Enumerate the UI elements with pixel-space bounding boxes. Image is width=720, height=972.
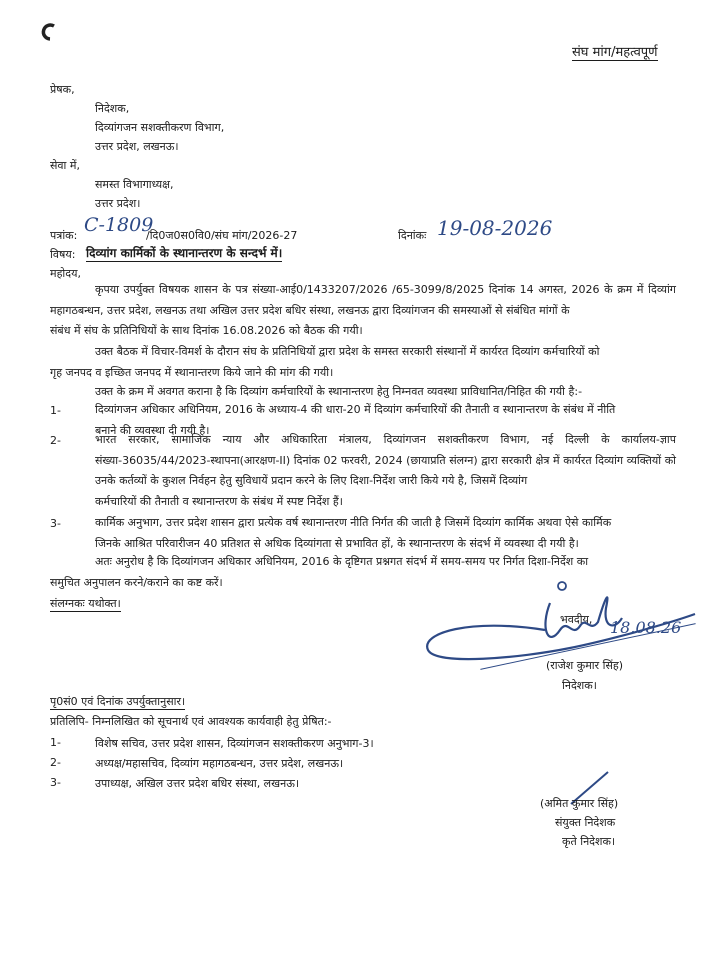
copy-item: विशेष सचिव, उत्तर प्रदेश शासन, दिव्यांगजन सशक्तीकरण अनुभाग-3। [95, 737, 374, 750]
recipient-label: सेवा में, [50, 159, 80, 172]
copy-item-number: 2- [50, 756, 61, 769]
paragraph-1-text: कृपया उपर्युक्त विषयक शासन के पत्र संख्या-आई0/1433207/2026 /65-3099/8/2025 दिनांक 14 अगस्त, 2026 के क्रम में दिव्यांग महागठबन्धन, उत्तर प्रदेश, लखनऊ तथा अखिल उत्तर प्रदेश बधिर संस्था, लखनऊ द्वारा दिव्यांगजन की समस्याओं से संबंधित मांगों के [50, 283, 676, 317]
copy-item: अध्यक्ष/महासचिव, दिव्यांग महागठबन्धन, उत्तर प्रदेश, लखनऊ। [95, 757, 344, 770]
copy-item-number: 1- [50, 736, 61, 749]
point-number: 3- [50, 517, 61, 530]
paragraph-1 [50, 280, 676, 342]
paragraph-1-last: संबंध में संघ के प्रतिनिधियों के साथ दिनांक 16.08.2026 को बैठक की गयी। [50, 324, 363, 338]
point-1-last: बनाने की व्यवस्था दी गयी है। [95, 423, 210, 437]
punch-hole-mark [40, 22, 60, 45]
signatory-designation: निदेशक। [562, 679, 597, 692]
subject-label: विषय: [50, 248, 76, 261]
reference-code: /दि0ज0स0वि0/संघ मांग/2026-27 [146, 229, 298, 242]
subject-text: दिव्यांग कार्मिकों के स्थानान्तरण के सन्दर्भ में। [86, 246, 283, 260]
reference-label: पत्रांक: [50, 229, 78, 242]
sender-line: निदेशक, [95, 102, 130, 115]
copy-item-number: 3- [50, 776, 61, 789]
paragraph-2-text: उक्त बैठक में विचार-विमर्श के दौरान संघ के प्रतिनिधियों द्वारा प्रदेश के समस्त सरकारी संस्थानों में कार्यरत दिव्यांग कर्मचारियों को [95, 345, 600, 358]
point-number: 1- [50, 404, 61, 417]
point-1-text: दिव्यांगजन अधिकार अधिनियम, 2016 के अध्याय-4 की धारा-20 में दिव्यांग कर्मचारियों की तैनाती व स्थानान्तरण के संबंध में नीति [95, 403, 616, 416]
salutation: महोदय, [50, 267, 81, 280]
signature-date: 18.08.26 [610, 618, 682, 637]
reference-number-handwritten: C-1809 [84, 214, 154, 236]
sender-line: दिव्यांगजन सशक्तीकरण विभाग, [95, 121, 225, 134]
second-signatory-note: कृते निदेशक। [562, 835, 616, 848]
signatory-name: (राजेश कुमार सिंह) [546, 659, 624, 672]
copy-reference: पृ0सं0 एवं दिनांक उपर्युक्तानुसार। [50, 695, 186, 708]
date-label: दिनांकः [398, 229, 427, 242]
copy-intro: प्रतिलिपि- निम्नलिखित को सूचनार्थ एवं आवश्यक कार्यवाही हेतु प्रेषित:- [50, 715, 332, 728]
point-2-text: भारत सरकार, सामाजिक न्याय और अधिकारिता मंत्रालय, दिव्यांगजन सशक्तीकरण विभाग, नई दिल्ली के कार्यालय-ज्ञाप संख्या-36035/44/2023-स्थापना(आरक्षण-II) दिनांक 02 फरवरी, 2024 (छायाप्रति संलग्न) द्वारा सरकारी क्षेत्र में कार्यरत दिव्यांग व्यक्तियों को उनके कर्तव्यों के कुशल निर्वहन हेतु सुविधायें प्रदान करने के लिए दिशा-निर्देश जारी किये गये है, जिसमें दिव्यांग [95, 433, 676, 488]
signature-prefix: भवदीय, [560, 613, 593, 626]
point-number: 2- [50, 434, 61, 447]
recipient-line: समस्त विभागाध्यक्ष, [95, 178, 174, 191]
copy-item: उपाध्यक्ष, अखिल उत्तर प्रदेश बधिर संस्था, लखनऊ। [95, 777, 300, 790]
sender-label: प्रेषक, [50, 83, 75, 96]
point-3 [95, 513, 676, 554]
point-2 [95, 430, 676, 512]
document-category: संघ मांग/महत्वपूर्ण [572, 42, 658, 61]
second-signatory-designation: संयुक्त निदेशक [555, 816, 616, 829]
point-3-last: जिनके आश्रित परिवारीजन 40 प्रतिशत से अधिक दिव्यांगता से प्रभावित हों, के स्थानान्तरण के संदर्भ में व्यवस्था दी गयी है। [95, 536, 579, 550]
enclosure: संलग्नकः यथोक्त। [50, 597, 121, 610]
paragraph-3: उक्त के क्रम में अवगत कराना है कि दिव्यांग कर्मचारियों के स्थानान्तरण हेतु निम्नवत व्यवस्था प्राविधानित/निहित की गयी है:- [95, 385, 583, 398]
closing-last: समुचित अनुपालन करने/कराने का कष्ट करें। [50, 575, 223, 589]
second-signatory-name: (अमित कुमार सिंह) [540, 797, 619, 810]
paragraph-2-last: गृह जनपद व इच्छित जनपद में स्थानान्तरण किये जाने की मांग की गयी। [50, 365, 334, 379]
sender-line: उत्तर प्रदेश, लखनऊ। [95, 140, 179, 153]
date-handwritten: 19-08-2026 [437, 216, 553, 240]
paragraph-2 [50, 342, 676, 383]
point-2-last: कर्मचारियों की तैनाती व स्थानान्तरण के संबंध में स्पष्ट निर्देश हैं। [95, 494, 343, 508]
point-3-text: कार्मिक अनुभाग, उत्तर प्रदेश शासन द्वारा प्रत्येक वर्ष स्थानान्तरण नीति निर्गत की जाती है जिसमें दिव्यांग कार्मिक अथवा ऐसे कार्मिक [95, 516, 612, 529]
recipient-line: उत्तर प्रदेश। [95, 197, 141, 210]
closing-text: अतः अनुरोध है कि दिव्यांगजन अधिकार अधिनियम, 2016 के दृष्टिगत प्रश्नगत संदर्भ में समय-समय पर निर्गत दिशा-निर्देश का [95, 555, 589, 568]
